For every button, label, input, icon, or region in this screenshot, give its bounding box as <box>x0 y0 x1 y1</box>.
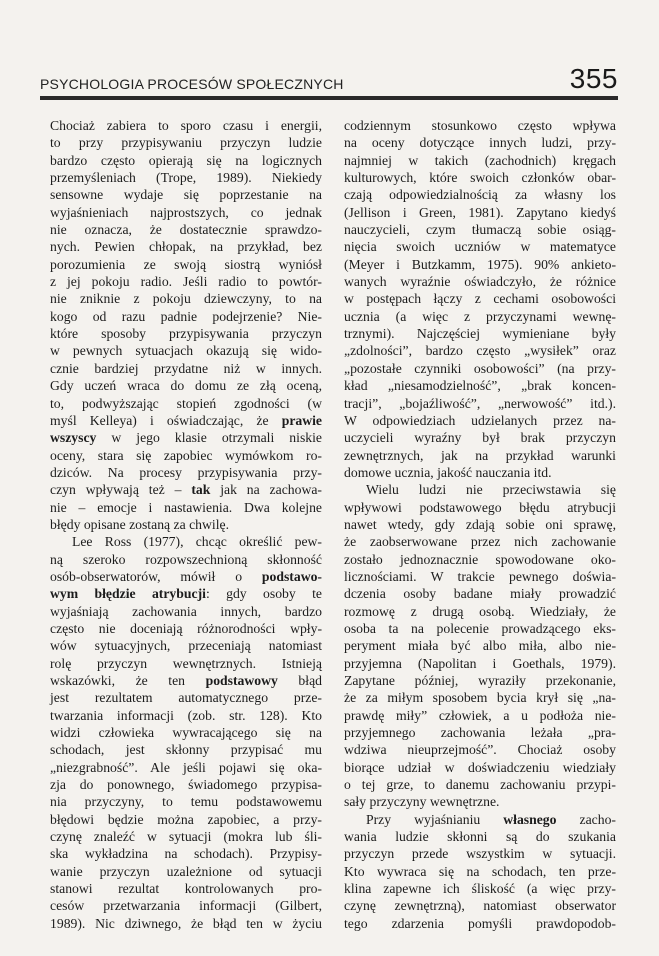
bold-term: wszyscy <box>50 430 97 446</box>
text-line: nie oznacza, że dostatecznie sprawdzo- <box>50 222 322 238</box>
text-line: sensowne wydaje się poprzestanie na <box>50 187 322 203</box>
text-line: na oceny dotyczące innych ludzi, przy- <box>344 135 616 151</box>
text-line: wpływowi podstawowego błędu atrybucji <box>344 499 616 515</box>
bold-term: podstawo- <box>261 568 322 584</box>
text-line: uczycieli wyraźny był brak przyczyn <box>344 430 616 446</box>
text-line: czają odpowiedzialnością za własny los <box>344 187 616 203</box>
text-line: błędowi będzie można zapobiec, a przy- <box>50 811 322 827</box>
text-line: ska wykładzina na schodach). Przypisy- <box>50 846 322 862</box>
text-line: że zaobserwowane przez nich zachowanie <box>344 534 616 550</box>
text-line: rozmowę z drugą osobą. Wiedziały, że <box>344 603 616 619</box>
text-line: myśl Kelleya) i oświadczając, że prawie <box>50 412 322 428</box>
text-line: nia przyczyny, to temu podstawowemu <box>50 794 322 810</box>
running-title: PSYCHOLOGIA PROCESÓW SPOŁECZNYCH <box>40 76 344 92</box>
text-line: z jej pokoju radio. Jeśli radio to powtór- <box>50 274 322 290</box>
text-line: tego zdarzenia pomyśli prawdopodob- <box>344 915 616 931</box>
text-line: przemyśleniach (Trope, 1989). Niekiedy <box>50 170 322 186</box>
text-line: schodach, jest skłonny przypisać mu <box>50 742 322 758</box>
right-column <box>344 117 616 932</box>
text-line: o tej grze, to danemu zachowaniu przypi- <box>344 777 616 793</box>
text-line: to przy przypisywaniu przyczyn ludzie <box>50 135 322 151</box>
text-line: „pozostałe czynniki osobowości” (na przy- <box>344 360 616 376</box>
text-line: nawet wtedy, gdy zdają sobie oni sprawę, <box>344 516 616 532</box>
text-line: domowe ucznia, jakość nauczania itd. <box>344 464 552 480</box>
text-line: oceny, stara się zapobiec wymówkom ro- <box>50 447 322 463</box>
text-line: bardzo często opierają się na logicznych <box>50 152 322 168</box>
text-line: sały przyczyny wewnętrzne. <box>344 794 500 810</box>
text-line: Chociaż zabiera to sporo czasu i energii, <box>50 118 322 133</box>
text-line: „zdolności”, bardzo często „wysiłek” oraz <box>344 343 616 359</box>
running-head <box>40 62 618 98</box>
text-line: kogo od razu padnie podejrzenie? Nie- <box>50 308 322 324</box>
text-line: porozumienia ze swoją siostrą wyniósł <box>50 256 322 272</box>
text-line: (Jellison i Green, 1981). Zapytano kiedyś <box>344 204 616 220</box>
text-line: nie zniknie z pokoju dziewczyny, to na <box>50 291 322 307</box>
text-line: wyjaśniają zachowania innych, bardzo <box>50 603 322 619</box>
text-line: „niezgrabność”. Ale jeśli pojawi się oka- <box>50 759 322 775</box>
text-line: cesów przetwarzania informacji (Gilbert, <box>50 898 322 914</box>
text-line: trznymi). Najczęściej wymieniane były <box>344 326 616 342</box>
text-line: wanie przyczyn uzależnione od sytuacji <box>50 863 322 879</box>
text-line: dczenia osoby badane miały prowadzić <box>344 586 616 602</box>
text-line: przyjemna (Napolitan i Goethals, 1979). <box>344 655 616 671</box>
bold-term: własnego <box>503 811 557 827</box>
text-line: które sposoby przypisywania przyczyn <box>50 326 322 342</box>
text-line: nauczycieli, czym tłumaczą sobie osiąg- <box>344 222 616 238</box>
text-line: wyjaśnieniach najprostszych, co jednak <box>50 204 322 220</box>
text-line: cznie bardziej przydatne niż w innych. <box>50 360 322 376</box>
text-line: codziennym stosunkowo często wpływa <box>344 118 616 133</box>
page-number: 355 <box>569 63 618 94</box>
text-line: peryment miała być albo miła, albo nie- <box>344 638 616 654</box>
text-line: zja do ponownego, świadomego przypisa- <box>50 777 322 793</box>
text-line: osoba ta na polecenie prowadzącego eks- <box>344 620 616 636</box>
text-line: wania ludzie skłonni są do szukania <box>344 829 616 845</box>
text-line: ną szeroko rozpowszechnioną skłonność <box>50 551 322 567</box>
text-line: stanowi rezultat kontrolowanych pro- <box>50 881 322 897</box>
text-line: wskazówki, że ten podstawowy błąd <box>50 673 322 688</box>
bold-term: wym błędzie atrybucji <box>50 586 206 602</box>
text-line: często nie doceniają różnorodności wpły- <box>50 620 322 636</box>
text-line: (Meyer i Butzkamm, 1975). 90% ankieto- <box>344 256 616 272</box>
text-line: Wielu ludzi nie przeciwstawia się <box>366 482 616 498</box>
text-line: biorące udział w doświadczeniu wiedziały <box>344 759 616 775</box>
text-line: w pewnych sytuacjach okazują się wido- <box>50 343 322 359</box>
bold-term: podstawowy <box>205 673 278 688</box>
text-line: licznościami. W trakcie pewnego doświa- <box>344 568 616 584</box>
text-line: czynę zewnętrzną), natomiast obserwator <box>344 898 616 914</box>
text-line: to, podwyższając stopień zgodności (w <box>50 395 322 411</box>
text-line: wszyscy w jego klasie otrzymali niskie <box>50 430 322 446</box>
text-line: zostało jednoznacznie spowodowane oko- <box>344 551 616 567</box>
text-line: kład „niesamodzielność”, „brak koncen- <box>344 378 616 394</box>
text-line: twarzania informacji (zob. str. 128). Kto <box>50 707 322 723</box>
text-line: przyczyn przede wszystkim w sytuacji. <box>344 846 616 862</box>
text-line: nych. Pewien chłopak, na przykład, bez <box>50 239 322 255</box>
text-line: Gdy uczeń wraca do domu ze złą oceną, <box>50 378 322 394</box>
text-line: że za miłym sposobem bycia krył się „na- <box>344 690 616 706</box>
text-line: kulturowych, które swoich członków obar- <box>344 170 616 186</box>
text-line: dziców. Na procesy przypisywania przy- <box>50 464 322 480</box>
text-line: wów sytuacyjnych, przeceniają natomiast <box>50 638 322 654</box>
text-line: nięcia swoich uczniów w matematyce <box>344 239 616 255</box>
header-rule <box>40 96 618 100</box>
text-line: rolę przyczyn wewnętrznych. Istnieją <box>50 655 322 671</box>
text-line: czynę znaleźć w sytuacji (mokra lub śli- <box>50 829 322 845</box>
text-line: wdziwa nieuprzejmość”. Chociaż osoby <box>344 742 616 758</box>
text-line: wanych wyraźnie oświadczyło, że różnice <box>344 274 616 290</box>
text-line: tracji”, „bojaźliwość”, „nerwowość” itd.). <box>344 395 616 411</box>
text-line: W odpowiedziach udzielanych przez na- <box>344 412 616 428</box>
text-line: w postępach łączy z cechami osobowości <box>344 291 616 307</box>
text-line: prawdę miły” człowiek, a u podłoża nie- <box>344 707 616 723</box>
left-column <box>50 117 322 932</box>
text-line: osób-obserwatorów, mówił o podstawo- <box>50 568 322 584</box>
text-line: widzi człowieka wywracającego się na <box>50 725 322 741</box>
text-line: zewnętrznych, jak na przykład warunki <box>344 447 616 463</box>
text-line: Kto wywraca się na schodach, ten prze- <box>344 863 616 879</box>
text-line: ucznia (a więc z przyczynami wewnę- <box>344 308 616 324</box>
text-line: błędy opisane zostaną za chwilę. <box>50 516 230 532</box>
text-line: wym błędzie atrybucji: gdy osoby te <box>50 586 322 602</box>
text-line: przyjemnego zachowania leżała „pra- <box>344 725 616 741</box>
text-line: nie – emocje i nastawienia. Dwa kolejne <box>50 499 322 515</box>
text-line: jest rezultatem automatycznego prze- <box>50 690 322 706</box>
bold-term: tak <box>191 482 211 498</box>
text-line: najmniej w takich (zachodnich) kręgach <box>344 152 616 168</box>
bold-term: prawie <box>281 412 322 428</box>
text-line: Lee Ross (1977), chcąc określić pew- <box>72 534 322 550</box>
text-line: Przy wyjaśnianiu własnego zacho- <box>366 811 616 827</box>
text-line: klina zapewne ich śliskość (a więc przy- <box>344 881 616 897</box>
text-line: 1989). Nic dziwnego, że błąd ten w życiu <box>50 915 322 931</box>
text-line: Zapytane później, wyraziły przekonanie, <box>344 673 616 688</box>
text-line: czyn wpływają też – tak jak na zachowa- <box>50 482 322 498</box>
